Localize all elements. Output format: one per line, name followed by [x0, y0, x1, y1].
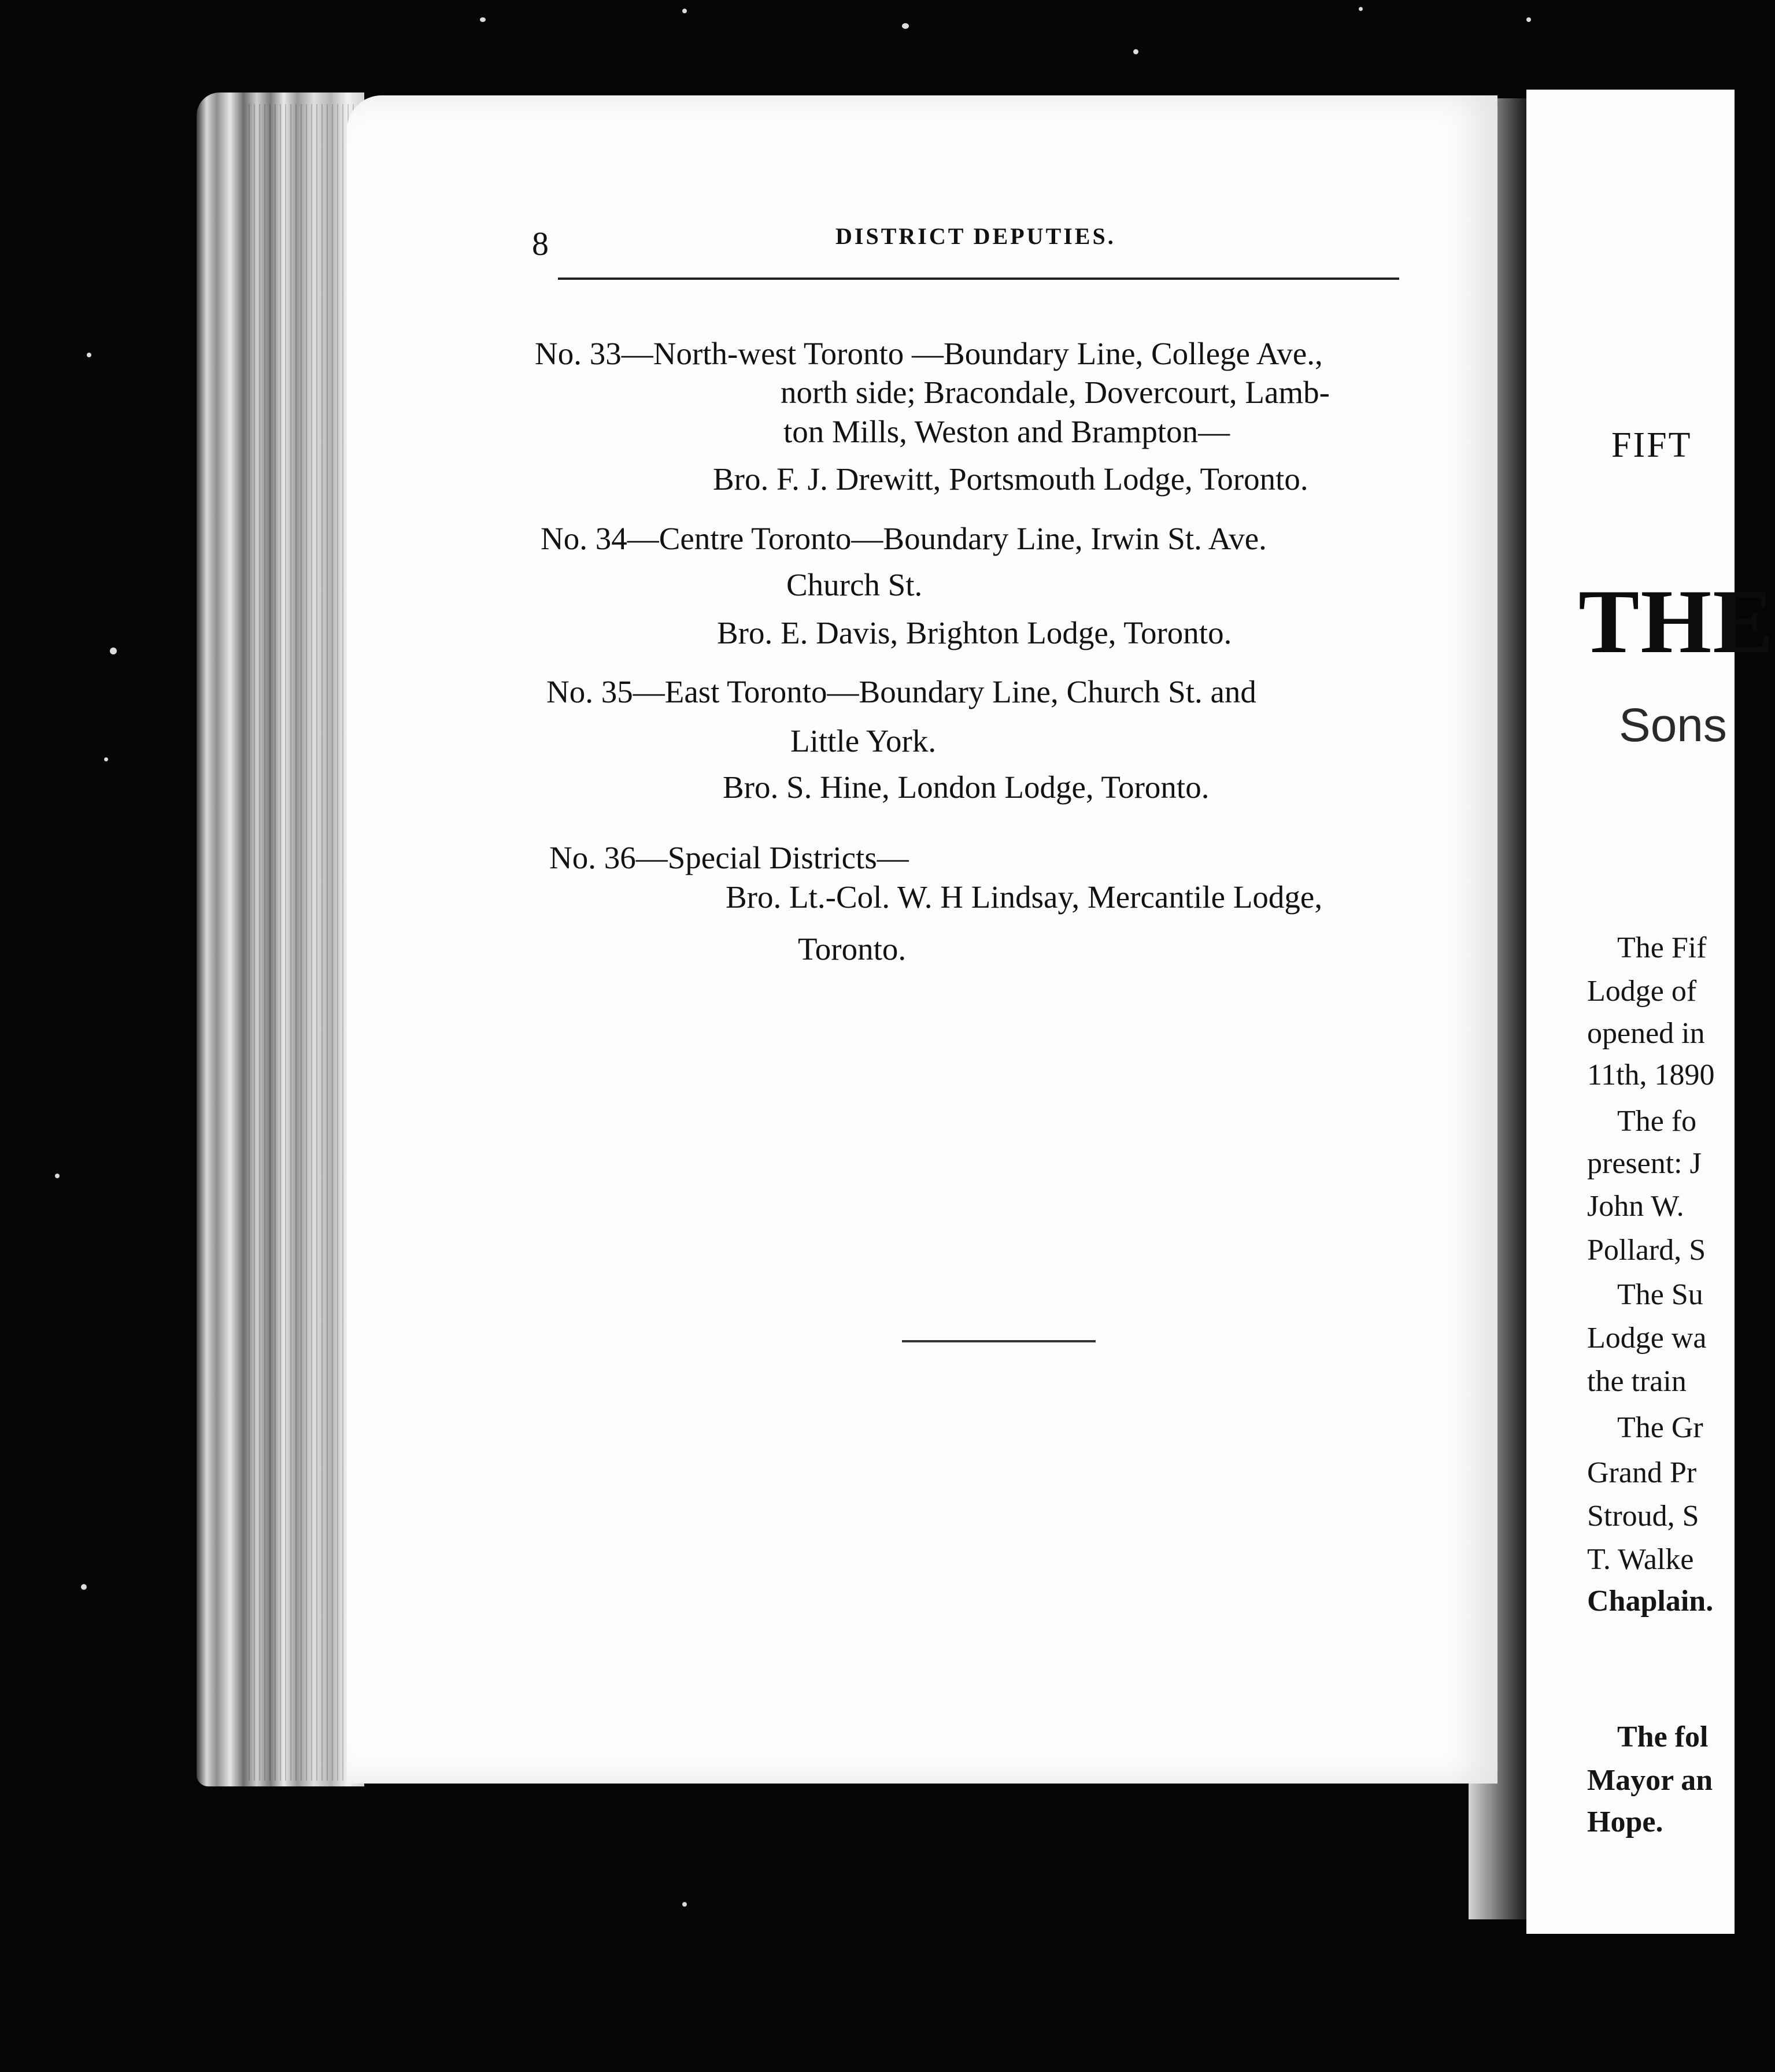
- dust-speck: [1526, 17, 1531, 22]
- deputy-line: Bro. Lt.-Col. W. H Lindsay, Mercantile Lodge,: [726, 879, 1323, 915]
- entry-line: No. 35—East Toronto—Boundary Line, Church St. and: [546, 674, 1256, 709]
- dust-speck: [682, 1902, 687, 1907]
- body-line: The Gr: [1617, 1411, 1703, 1444]
- dust-speck: [110, 648, 117, 654]
- body-line: Lodge of: [1587, 975, 1697, 1008]
- body-line: Grand Pr: [1587, 1456, 1697, 1489]
- body-line: The fol: [1617, 1720, 1709, 1753]
- dust-speck: [1359, 7, 1363, 11]
- entry-line: Church St.: [786, 567, 923, 602]
- right-page: [1526, 90, 1735, 1934]
- body-line: present: J: [1587, 1147, 1702, 1180]
- dust-speck: [104, 757, 108, 761]
- entry-line: Little York.: [790, 723, 937, 758]
- entry-line: ton Mills, Weston and Brampton—: [783, 414, 1230, 449]
- dust-speck: [902, 23, 909, 29]
- body-line: The Fif: [1617, 931, 1707, 964]
- deputy-line: Bro. F. J. Drewitt, Portsmouth Lodge, Toronto.: [713, 461, 1308, 497]
- deputy-line: Toronto.: [798, 931, 907, 967]
- body-line: Stroud, S: [1587, 1500, 1699, 1533]
- dust-speck: [480, 17, 486, 22]
- body-line: Lodge wa: [1587, 1322, 1707, 1355]
- body-line: The Su: [1617, 1278, 1703, 1311]
- dust-speck: [55, 1174, 60, 1178]
- dust-speck: [81, 1584, 87, 1590]
- right-heading-large: THE: [1578, 571, 1775, 672]
- body-line: the train: [1587, 1365, 1687, 1398]
- body-line: Chaplain.: [1587, 1585, 1714, 1618]
- entry-line: No. 34—Centre Toronto—Boundary Line, Irwin St. Ave.: [541, 521, 1267, 556]
- body-line: Mayor an: [1587, 1764, 1713, 1797]
- running-head: DISTRICT DEPUTIES.: [835, 223, 1116, 249]
- body-line: John W.: [1587, 1190, 1684, 1223]
- header-rule: [558, 278, 1399, 280]
- body-line: Pollard, S: [1587, 1234, 1706, 1267]
- dust-speck: [1133, 49, 1138, 54]
- right-subheading: Sons: [1619, 699, 1727, 752]
- body-line: T. Walke: [1587, 1543, 1694, 1576]
- body-line: Hope.: [1587, 1805, 1663, 1838]
- entry-line: north side; Bracondale, Dovercourt, Lamb-: [781, 375, 1330, 410]
- body-line: 11th, 1890: [1587, 1059, 1715, 1092]
- deputy-line: Bro. E. Davis, Brighton Lodge, Toronto.: [717, 615, 1232, 650]
- entry-line: No. 33—North-west Toronto —Boundary Line, College Ave.,: [535, 336, 1323, 371]
- body-line: opened in: [1587, 1017, 1705, 1050]
- body-line: The fo: [1617, 1105, 1697, 1138]
- dust-speck: [682, 9, 687, 13]
- right-heading-small: FIFT: [1611, 426, 1692, 465]
- deputy-line: Bro. S. Hine, London Lodge, Toronto.: [723, 769, 1210, 805]
- entry-line: No. 36—Special Districts—: [549, 840, 909, 875]
- section-end-rule: [902, 1340, 1096, 1342]
- dust-speck: [87, 353, 91, 357]
- page-number: 8: [532, 225, 549, 262]
